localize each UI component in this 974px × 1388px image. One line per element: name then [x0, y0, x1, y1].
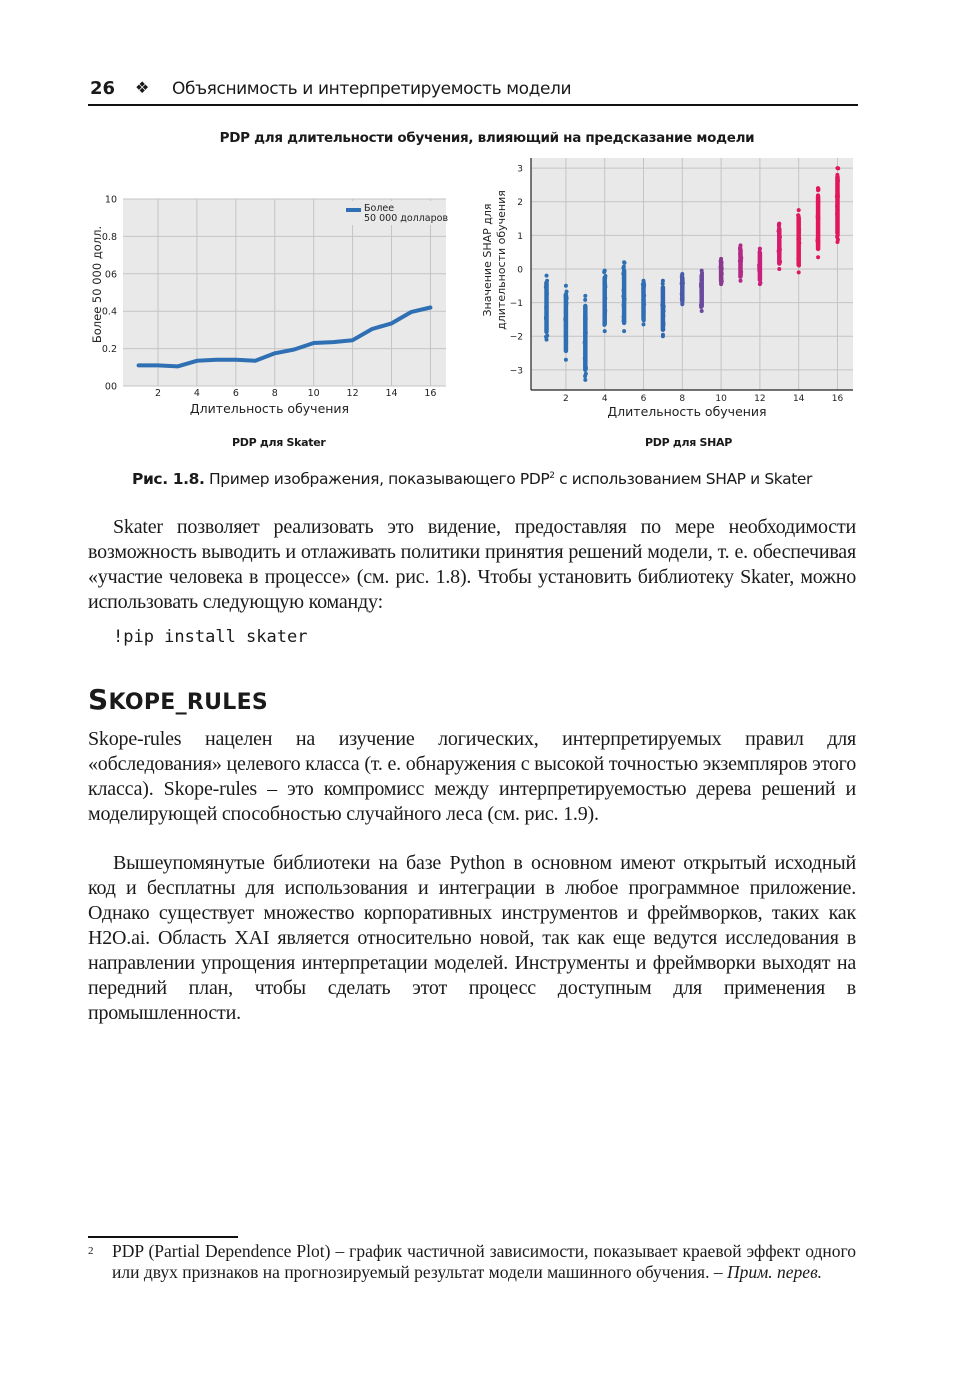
caption-text: Пример изображения, показывающего PDP [204, 470, 550, 488]
y-tick-label: 10 [104, 194, 117, 206]
scatter-point [603, 296, 607, 300]
x-tick-label: 16 [424, 388, 437, 399]
scatter-point [564, 333, 568, 337]
scatter-point [738, 265, 742, 269]
scatter-point [758, 255, 762, 259]
scatter-point [622, 265, 626, 269]
scatter-point [661, 334, 665, 338]
scatter-point [680, 302, 684, 306]
y-axis-label: Более 50 000 долл. [90, 225, 104, 344]
scatter-point [777, 249, 781, 253]
scatter-point [545, 292, 549, 296]
scatter-point [699, 283, 703, 287]
scatter-point [544, 285, 548, 289]
scatter-point [622, 288, 626, 292]
legend-label: 50 000 долларов [364, 213, 449, 224]
scatter-point [564, 328, 568, 332]
scatter-point [778, 253, 782, 257]
scatter-point [641, 290, 645, 294]
scatter-point [583, 298, 587, 302]
scatter-point [563, 317, 567, 321]
scatter-point [583, 321, 587, 325]
scatter-point [836, 179, 840, 183]
scatter-point [544, 317, 548, 321]
scatter-point [835, 230, 839, 234]
x-tick-label: 14 [385, 388, 398, 399]
scatter-point [757, 269, 761, 273]
scatter-point [797, 230, 801, 234]
scatter-point [797, 264, 801, 268]
scatter-point [719, 282, 723, 286]
y-tick-label: 0.8 [101, 231, 117, 243]
scatter-point [719, 265, 723, 269]
scatter-point [700, 309, 704, 313]
footnote-text: PDP (Partial Dependence Plot) – график частичной зависимости, показывает краевой эффект одного или двух признаков на прогнозируемый результат модели машинного обучения. – [112, 1241, 856, 1282]
scatter-point [622, 280, 626, 284]
scatter-point [642, 318, 646, 322]
x-tick-label: 10 [307, 388, 320, 399]
shap-subcaption: PDP для SHAP [645, 436, 733, 449]
scatter-point [545, 338, 549, 342]
footnote-note: Прим. перев. [726, 1262, 823, 1282]
scatter-point [642, 308, 646, 312]
paragraph-skater: Skater позволяет реализовать это видение, предоставляя по мере необходимости возможность выводить и отлаживать политики принятия решений модели, т. е. обеспечивая «участие человека в процессе» (см. рис. 1.8). Чтобы установить библиотеку Skater, можно использовать следующую команду: [88, 516, 856, 613]
scatter-point [700, 269, 704, 273]
scatter-point [680, 272, 684, 276]
scatter-point [662, 305, 666, 309]
scatter-point [564, 358, 568, 362]
scatter-point [797, 214, 801, 218]
x-tick-label: 16 [831, 394, 844, 404]
scatter-point [603, 283, 607, 287]
scatter-point [584, 357, 588, 361]
y-tick-label: 1 [517, 231, 523, 242]
scatter-point [835, 240, 839, 244]
scatter-point [642, 322, 646, 326]
scatter-point [603, 329, 607, 333]
running-header [88, 78, 858, 106]
scatter-point [564, 284, 568, 288]
footnote-ref[interactable]: 2 [549, 470, 555, 481]
y-tick-label: −1 [509, 299, 523, 310]
scatter-point [797, 270, 801, 274]
figure-caption [0, 470, 944, 488]
footnote [88, 1241, 856, 1283]
code-install-command: !pip install skater [113, 627, 308, 647]
x-tick-label: 6 [232, 388, 239, 399]
y-tick-label: −3 [509, 366, 523, 377]
x-tick-label: 4 [601, 394, 608, 404]
scatter-point [816, 216, 820, 220]
scatter-point [758, 276, 762, 280]
plot-area [123, 199, 449, 386]
scatter-point [603, 269, 607, 273]
scatter-point [583, 340, 587, 344]
caption-label: Рис. 1.8. [132, 470, 205, 488]
scatter-point [758, 282, 762, 286]
x-tick-label: 12 [346, 388, 359, 399]
scatter-point [584, 366, 588, 370]
scatter-point [622, 318, 626, 322]
scatter-point [699, 303, 703, 307]
scatter-point [564, 340, 568, 344]
scatter-point [642, 279, 646, 283]
scatter-point [622, 276, 626, 280]
shap-pdp-chart [480, 152, 860, 427]
scatter-point [797, 241, 801, 245]
scatter-point [544, 306, 548, 310]
scatter-point [778, 260, 782, 264]
scatter-point [835, 194, 839, 198]
scatter-point [642, 284, 646, 288]
x-axis-label: Длительность обучения [189, 401, 350, 416]
scatter-point [739, 256, 743, 260]
scatter-point [622, 315, 626, 319]
scatter-point [835, 166, 839, 170]
heading-rest: KOPE_RULES [108, 690, 269, 715]
scatter-point [565, 290, 569, 294]
scatter-point [777, 222, 781, 226]
x-axis-label: Длительность обучения [607, 404, 767, 419]
scatter-point [778, 235, 782, 239]
scatter-point [564, 310, 568, 314]
scatter-point [777, 244, 781, 248]
scatter-point [738, 279, 742, 283]
scatter-point [700, 298, 704, 302]
scatter-point [700, 274, 704, 278]
skater-pdp-svg [85, 188, 455, 428]
shap-pdp-svg [480, 152, 860, 427]
scatter-point [641, 298, 645, 302]
x-tick-label: 8 [271, 388, 278, 399]
scatter-point [700, 278, 704, 282]
scatter-point [603, 304, 607, 308]
scatter-point [796, 257, 800, 261]
scatter-point [738, 252, 742, 256]
scatter-point [815, 239, 819, 243]
skater-pdp-chart [85, 188, 455, 428]
scatter-point [544, 281, 548, 285]
x-tick-label: 10 [715, 394, 727, 404]
scatter-point [583, 378, 587, 382]
scatter-point [564, 294, 568, 298]
scatter-point [544, 309, 548, 313]
scatter-point [661, 320, 665, 324]
heading-initial: S [88, 683, 109, 716]
scatter-point [758, 247, 762, 251]
footnote-divider [88, 1236, 238, 1238]
scatter-point [816, 193, 820, 197]
x-tick-label: 12 [754, 394, 766, 404]
y-tick-label: 2 [517, 198, 523, 209]
y-tick-label: 0.2 [101, 344, 117, 356]
y-tick-label: −2 [509, 332, 523, 343]
scatter-point [622, 293, 626, 297]
scatter-point [603, 309, 607, 313]
scatter-point [602, 323, 606, 327]
scatter-point [835, 205, 839, 209]
scatter-point [835, 212, 839, 216]
x-tick-label: 6 [640, 394, 647, 404]
scatter-point [797, 208, 801, 212]
scatter-point [584, 351, 588, 355]
scatter-point [719, 277, 723, 281]
y-tick-label: 0.4 [101, 306, 117, 318]
y-tick-label: 06 [104, 269, 117, 281]
scatter-point [816, 186, 820, 190]
scatter-point [661, 279, 665, 283]
y-axis-label: Значение SHAP для [481, 203, 494, 317]
plot-area [531, 158, 853, 390]
figure-title: PDP для длительности обучения, влияющий на предсказание модели [219, 130, 755, 146]
x-tick-label: 8 [679, 394, 686, 404]
paragraph-skope-rules: Skope-rules нацелен на изучение логических, интерпретируемых правил для «обследования» целевого класса (т. е. обнаружения с высокой точностью экземпляров этого класса). Skope-rules – это компромисс между интерпретируемостью дерева решений и моделирующей способностью случайного леса (см. рис. 1.9). [88, 728, 856, 825]
x-tick-label: 2 [155, 388, 162, 399]
scatter-point [622, 260, 626, 264]
x-tick-label: 4 [193, 388, 200, 399]
scatter-point [641, 302, 645, 306]
y-tick-label: 3 [517, 164, 523, 175]
scatter-point [739, 270, 743, 274]
scatter-point [583, 294, 587, 298]
scatter-point [584, 317, 588, 321]
scatter-point [680, 290, 684, 294]
scatter-point [720, 272, 724, 276]
page-number: 26 [90, 78, 116, 99]
scatter-point [564, 324, 568, 328]
scatter-point [622, 329, 626, 333]
section-heading-skope-rules [88, 683, 268, 716]
scatter-point [584, 372, 588, 376]
scatter-point [758, 262, 762, 266]
scatter-point [661, 328, 665, 332]
scatter-point [719, 257, 723, 261]
scatter-point [661, 315, 665, 319]
footnote-mark: 2 [88, 1245, 94, 1257]
scatter-point [836, 208, 840, 212]
x-tick-label: 14 [792, 394, 805, 404]
paragraph-libraries: Вышеупомянутые библиотеки на базе Python в основном имеют открытый исходный код и бесплатны для использования и интеграции в любое программное приложение. Однако существует множество корпоративных инструментов и фреймворков, таких как H2O.ai. Область XAI является относительно новой, так как еще ведутся исследования в направлении упрощения интерпретации моделей. Инструменты и фреймворки выходят на передний план, чтобы сделать этот процесс доступным для применения в промышленности. [88, 852, 856, 1024]
legend-label: Более [364, 203, 395, 214]
scatter-point [738, 275, 742, 279]
scatter-point [797, 237, 801, 241]
scatter-point [816, 255, 820, 259]
caption-tail: с использованием SHAP и Skater [554, 470, 812, 488]
scatter-point [564, 301, 568, 305]
scatter-point [777, 267, 781, 271]
scatter-point [835, 173, 839, 177]
skater-subcaption: PDP для Skater [232, 436, 326, 449]
scatter-point [738, 243, 742, 247]
scatter-point [621, 303, 625, 307]
scatter-point [545, 274, 549, 278]
scatter-point [621, 272, 625, 276]
y-axis-label: длительности обучения [495, 190, 508, 330]
y-tick-label: 00 [104, 381, 117, 393]
y-tick-label: 0 [517, 265, 523, 276]
scatter-point [680, 282, 684, 286]
running-title: Объяснимость и интерпретируемость модели [172, 79, 572, 99]
scatter-point [797, 246, 801, 250]
scatter-point [816, 200, 820, 204]
x-tick-label: 2 [563, 394, 569, 404]
scatter-point [699, 290, 703, 294]
scatter-point [545, 302, 549, 306]
scatter-point [603, 276, 607, 280]
ornament-icon: ❖ [135, 78, 150, 97]
scatter-point [583, 332, 587, 336]
